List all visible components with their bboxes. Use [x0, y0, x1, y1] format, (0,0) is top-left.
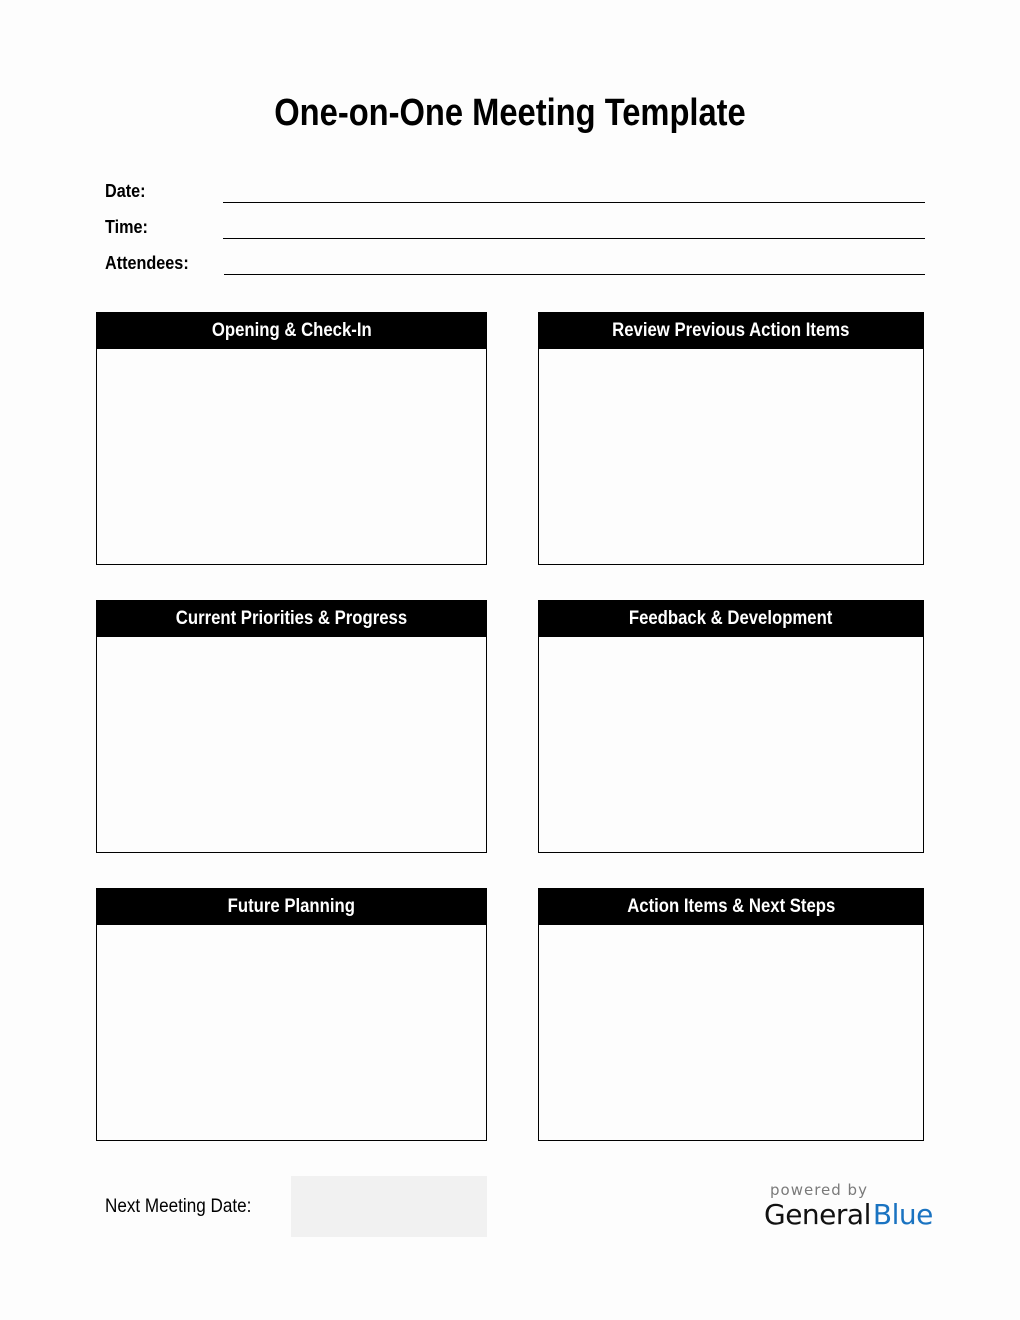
section-future-planning — [96, 888, 487, 1141]
date-label: Date: — [105, 181, 146, 201]
section-title: Action Items & Next Steps — [626, 896, 836, 917]
section-action-items-next-steps — [538, 888, 924, 1141]
section-header — [539, 889, 923, 925]
brand-general: General — [764, 1198, 871, 1231]
brand-blue: Blue — [872, 1198, 933, 1231]
section-notes-area[interactable] — [97, 925, 486, 1140]
page-title: One-on-One Meeting Template — [274, 92, 746, 134]
section-title: Feedback & Development — [629, 608, 833, 629]
section-notes-area[interactable] — [97, 349, 486, 564]
section-title: Opening & Check-In — [211, 320, 372, 341]
section-current-priorities-progress — [96, 600, 487, 853]
time-label: Time: — [105, 217, 148, 237]
time-input-line[interactable] — [223, 238, 925, 239]
date-input-line[interactable] — [223, 202, 925, 203]
attendees-label: Attendees: — [105, 253, 189, 273]
section-feedback-development — [538, 600, 924, 853]
section-header — [539, 601, 923, 637]
section-notes-area[interactable] — [539, 637, 923, 852]
section-opening-check-in — [96, 312, 487, 565]
attendees-field-row — [105, 253, 925, 283]
section-notes-area[interactable] — [97, 637, 486, 852]
date-field-row — [105, 181, 925, 211]
section-header — [97, 313, 486, 349]
section-notes-area[interactable] — [539, 925, 923, 1140]
section-review-previous-action-items — [538, 312, 924, 565]
section-title: Review Previous Action Items — [612, 320, 850, 341]
section-notes-area[interactable] — [539, 349, 923, 564]
section-title: Future Planning — [227, 896, 356, 917]
section-header — [97, 889, 486, 925]
section-title: Current Priorities & Progress — [175, 608, 408, 629]
section-header — [539, 313, 923, 349]
next-meeting-date-label: Next Meeting Date: — [105, 1196, 252, 1217]
time-field-row — [105, 217, 925, 247]
next-meeting-date-input[interactable] — [291, 1176, 487, 1237]
attendees-input-line[interactable] — [224, 274, 925, 275]
powered-by-text: powered by — [770, 1181, 868, 1199]
generalblue-logo — [764, 1198, 933, 1231]
section-header — [97, 601, 486, 637]
